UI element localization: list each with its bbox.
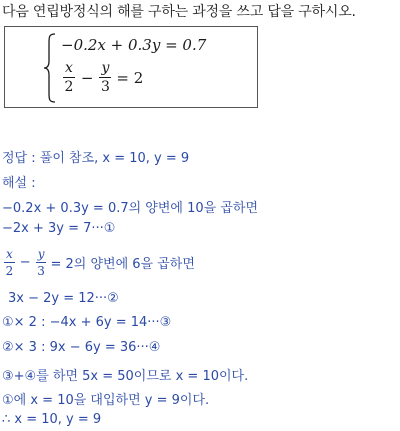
- fraction-numerator: x: [65, 60, 73, 76]
- equation-1: −0.2x + 0.3y = 0.7: [61, 36, 207, 54]
- minus-sign: −: [80, 68, 94, 87]
- fraction-x-over-2: [63, 61, 75, 94]
- solution-line-4: ①× 2 : −4x + 6y = 14···③: [2, 315, 172, 330]
- fraction-bar: [99, 77, 111, 78]
- solution-line-8: ∴ x = 10, y = 9: [2, 412, 102, 427]
- fraction-denominator: 3: [100, 79, 110, 95]
- fraction-numerator: x: [6, 247, 13, 261]
- fraction-y-over-3: [36, 248, 47, 277]
- solution-line-1: −0.2x + 0.3y = 0.7의 양변에 10을 곱하면: [2, 201, 259, 216]
- equation-box: [4, 26, 258, 108]
- explanation-label: 해설 :: [2, 176, 36, 191]
- solution-line-3: 3x − 2y = 12···②: [8, 291, 119, 306]
- question-text: 다음 연립방정식의 해를 구하는 과정을 쓰고 답을 구하시오.: [2, 4, 356, 20]
- fraction-numerator: y: [37, 247, 45, 261]
- solution-line-6: ③+④를 하면 5x = 50이므로 x = 10이다.: [2, 369, 249, 384]
- fraction-bar: [4, 262, 15, 263]
- fraction-denominator: 3: [37, 264, 45, 278]
- solution-line-2: −2x + 3y = 7···①: [2, 221, 116, 236]
- fraction-y-over-3: [99, 61, 111, 94]
- fraction-bar: [63, 77, 75, 78]
- fraction-numerator: y: [101, 60, 110, 76]
- fraction-bar: [36, 262, 47, 263]
- equation-rhs: = 2: [116, 68, 144, 87]
- fraction-denominator: 2: [5, 264, 14, 278]
- fraction-denominator: 2: [64, 79, 74, 95]
- answer-line: 정답 : 풀이 참조, x = 10, y = 9: [2, 151, 190, 166]
- solution-line-5: ②× 3 : 9x − 6y = 36···④: [2, 340, 161, 355]
- fraction-x-over-2: [4, 248, 15, 277]
- solution-line-7: ①에 x = 10을 대입하면 y = 9이다.: [2, 393, 210, 408]
- solution-fraction-line: [2, 248, 195, 277]
- fraction-line-rest: = 2의 양변에 6을 곱하면: [50, 257, 195, 272]
- minus-sign: −: [19, 255, 31, 270]
- equation-2: [61, 61, 143, 94]
- brace-icon: [43, 33, 57, 103]
